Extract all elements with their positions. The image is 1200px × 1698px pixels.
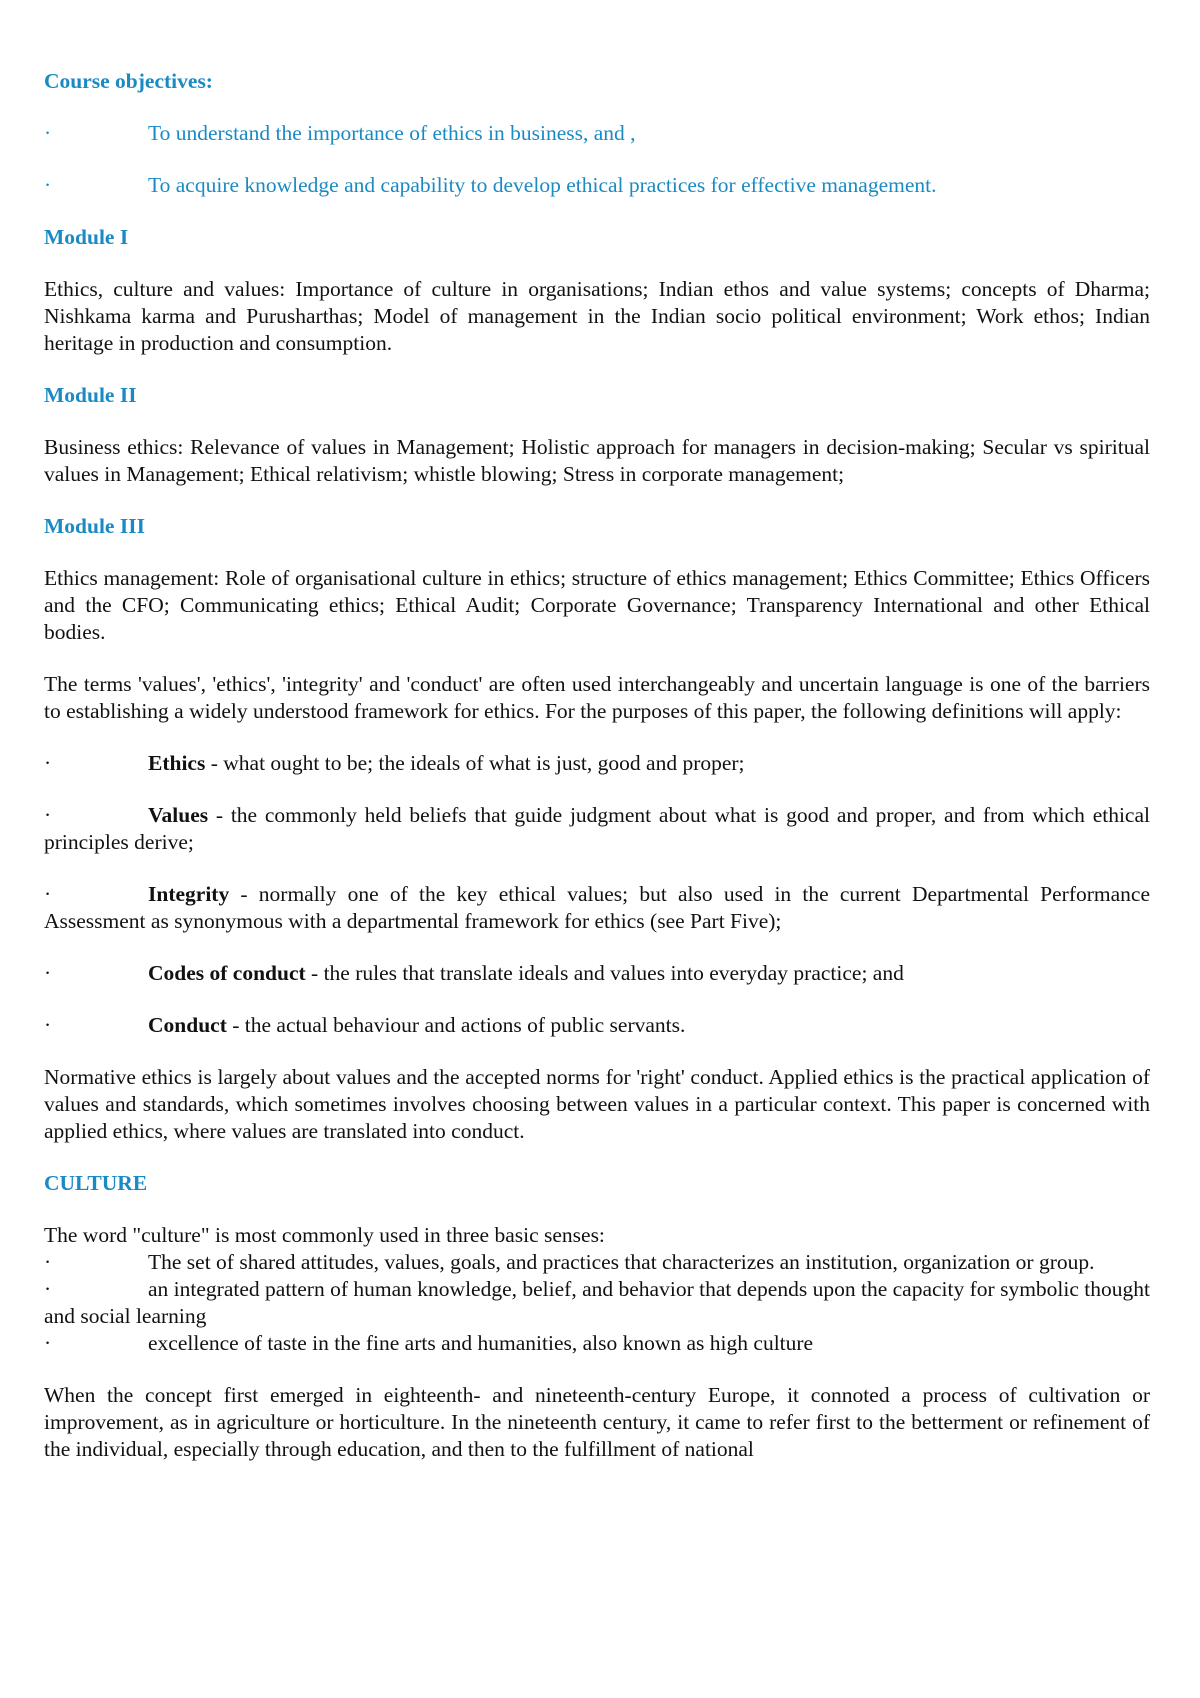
- module-3-heading: Module III: [44, 514, 145, 538]
- culture-sense: · excellence of taste in the fine arts and humanities, also known as high culture: [44, 1331, 814, 1355]
- definition-integrity: [44, 881, 1150, 935]
- bullet: ·: [44, 1250, 52, 1274]
- definition-term: Conduct: [148, 1013, 227, 1037]
- objective-item: · To understand the importance of ethics in business, and ,: [44, 121, 636, 145]
- definition-term: Ethics: [148, 751, 206, 775]
- bullet: ·: [44, 1277, 52, 1301]
- bullet: ·: [44, 803, 52, 827]
- definition-desc: - the rules that translate ideals and values into everyday practice; and: [305, 961, 904, 985]
- definition-codes-of-conduct: [44, 960, 1150, 987]
- definition-desc: - what ought to be; the ideals of what is just, good and proper;: [205, 751, 745, 775]
- module-3-text: Ethics management: Role of organisational culture in ethics; structure of ethics management; Ethics Committee; Ethics Officers and the CFO; Communicating ethics; Ethical Audit; Corporate Governance; Transparency International and other Ethical bodies.: [44, 566, 1150, 644]
- definition-term: Integrity: [148, 882, 230, 906]
- course-objectives-heading: Course objectives:: [44, 69, 213, 93]
- document-page: [44, 68, 1150, 1463]
- definition-ethics: [44, 750, 1150, 777]
- culture-history-paragraph: When the concept first emerged in eighteenth- and nineteenth-century Europe, it connoted a process of cultivation or improvement, as in agriculture or horticulture. In the nineteenth century, it came to refer first to the betterment or refinement of the individual, especially through education, and then to the fulfillment of national: [44, 1383, 1150, 1461]
- module-1-text: Ethics, culture and values: Importance of culture in organisations; Indian ethos and value systems; concepts of Dharma; Nishkama karma and Purusharthas; Model of management in the Indian socio political environment; Work ethos; Indian heritage in production and consumption.: [44, 277, 1150, 355]
- bullet: ·: [44, 961, 52, 985]
- bullet: ·: [44, 173, 52, 197]
- definition-term: Values: [148, 803, 209, 827]
- bullet: ·: [44, 1013, 52, 1037]
- module-2-text: Business ethics: Relevance of values in Management; Holistic approach for managers in decision-making; Secular vs spiritual values in Management; Ethical relativism; whistle blowing; Stress in corporate management;: [44, 435, 1150, 486]
- definition-term: Codes of conduct: [148, 961, 306, 985]
- culture-sense: · The set of shared attitudes, values, goals, and practices that characterizes an institution, organization or group.: [44, 1250, 1095, 1274]
- module-1-heading: Module I: [44, 225, 129, 249]
- culture-heading: CULTURE: [44, 1171, 148, 1195]
- terms-intro: The terms 'values', 'ethics', 'integrity' and 'conduct' are often used interchangeably and uncertain language is one of the barriers to establishing a widely understood framework for ethics. For the purposes of this paper, the following definitions will apply:: [44, 672, 1150, 723]
- definition-desc: - normally one of the key ethical values; but also used in the current Departmental Performance Assessment as synonymous with a departmental framework for ethics (see Part Five);: [44, 882, 1150, 933]
- bullet: ·: [44, 1331, 52, 1355]
- culture-sense: · an integrated pattern of human knowledge, belief, and behavior that depends upon the capacity for symbolic thought and social learning: [44, 1277, 1150, 1328]
- definition-conduct: [44, 1012, 1150, 1039]
- definition-desc: - the commonly held beliefs that guide judgment about what is good and proper, and from which ethical principles derive;: [44, 803, 1150, 854]
- normative-paragraph: Normative ethics is largely about values and the accepted norms for 'right' conduct. Applied ethics is the practical application of values and standards, which sometimes involves choosing between values in a particular context. This paper is concerned with applied ethics, where values are translated into conduct.: [44, 1065, 1150, 1143]
- bullet: ·: [44, 882, 52, 906]
- bullet: ·: [44, 121, 52, 145]
- definition-desc: - the actual behaviour and actions of public servants.: [226, 1013, 686, 1037]
- definition-values: [44, 802, 1150, 856]
- module-2-heading: Module II: [44, 383, 137, 407]
- objective-item: · To acquire knowledge and capability to develop ethical practices for effective management.: [44, 173, 937, 197]
- culture-intro: The word "culture" is most commonly used in three basic senses:: [44, 1223, 605, 1247]
- bullet: ·: [44, 751, 52, 775]
